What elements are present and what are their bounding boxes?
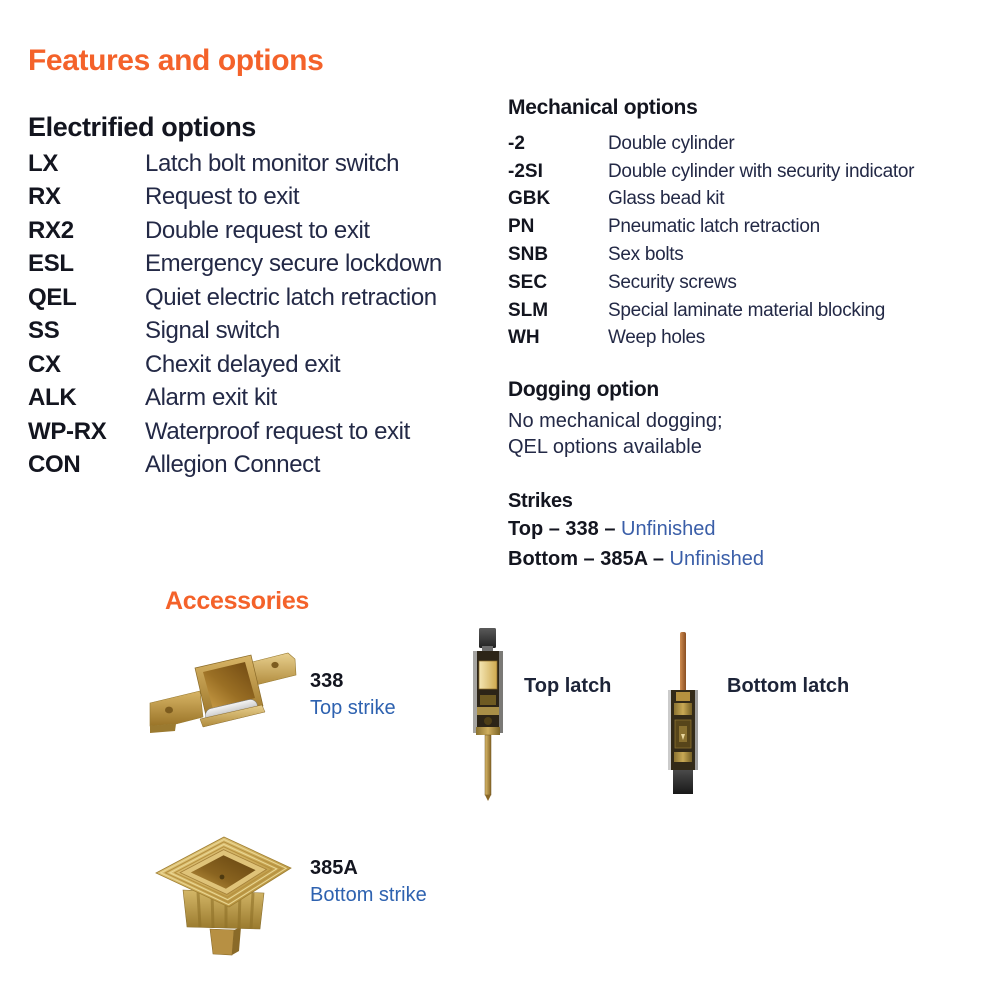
top-strike-338-image: [148, 648, 303, 748]
option-code: ESL: [28, 250, 74, 278]
strike-bottom-finish: Unfinished: [669, 548, 765, 571]
option-code: PN: [508, 216, 535, 238]
option-row: [508, 130, 988, 158]
option-row: [508, 186, 988, 214]
top-strike-338-label: [310, 668, 396, 722]
option-row: [28, 214, 498, 248]
option-code: WH: [508, 327, 540, 349]
option-code: -2: [508, 132, 525, 154]
option-row: [28, 181, 498, 215]
accessory-name: Bottom latch: [727, 675, 850, 697]
electrified-options-heading: Electrified options: [28, 112, 256, 142]
accessory-code: 338: [310, 670, 344, 692]
option-row: [28, 147, 498, 181]
right-column: [508, 96, 988, 573]
bottom-latch-label: [727, 673, 849, 700]
option-code: GBK: [508, 188, 551, 210]
option-desc: Allegion Connect: [145, 451, 321, 479]
dogging-line: No mechanical dogging;: [508, 410, 723, 433]
accessory-name: Top strike: [310, 697, 396, 719]
option-code: LX: [28, 149, 59, 177]
option-code: -2SI: [508, 160, 543, 182]
option-desc: Waterproof request to exit: [145, 417, 410, 445]
option-desc: Latch bolt monitor switch: [145, 149, 400, 177]
dogging-option-heading: Dogging option: [508, 378, 659, 402]
option-code: WP-RX: [28, 417, 107, 445]
option-row: [28, 449, 498, 483]
option-row: [28, 382, 498, 416]
mechanical-options-heading: Mechanical options: [508, 96, 698, 119]
option-code: SEC: [508, 271, 548, 293]
option-code: RX2: [28, 216, 74, 244]
bottom-latch-image: [659, 630, 707, 798]
option-desc: Signal switch: [145, 317, 280, 345]
option-desc: Glass bead kit: [608, 188, 725, 210]
option-row: [508, 297, 988, 325]
strike-top-code: Top – 338 –: [508, 518, 616, 541]
option-desc: Request to exit: [145, 183, 300, 211]
option-row: [508, 269, 988, 297]
accessories-heading: Accessories: [165, 587, 310, 615]
option-desc: Double cylinder with security indicator: [608, 160, 915, 182]
option-code: SS: [28, 317, 60, 345]
option-desc: Weep holes: [608, 327, 705, 349]
dogging-line: QEL options available: [508, 436, 702, 459]
accessory-code: 385A: [310, 857, 358, 879]
option-code: SNB: [508, 244, 549, 266]
page-title: Features and options: [28, 44, 324, 77]
strike-top-finish: Unfinished: [621, 518, 716, 541]
option-code: ALK: [28, 384, 77, 412]
option-desc: Chexit delayed exit: [145, 350, 341, 378]
top-latch-image: [466, 627, 512, 802]
strike-bottom-line: [508, 546, 988, 573]
mechanical-options-list: [508, 130, 988, 352]
bottom-strike-385a-label: [310, 855, 427, 909]
option-desc: Alarm exit kit: [145, 384, 277, 412]
option-desc: Emergency secure lockdown: [145, 250, 442, 278]
strike-bottom-code: Bottom – 385A –: [508, 548, 664, 571]
strike-top-line: [508, 516, 988, 543]
option-code: CX: [28, 350, 61, 378]
option-row: [508, 158, 988, 186]
option-desc: Quiet electric latch retraction: [145, 283, 437, 311]
option-desc: Pneumatic latch retraction: [608, 216, 820, 238]
option-code: SLM: [508, 299, 549, 321]
option-desc: Special laminate material blocking: [608, 299, 886, 321]
accessory-name: Top latch: [524, 675, 612, 697]
option-code: RX: [28, 183, 61, 211]
option-desc: Sex bolts: [608, 244, 684, 266]
option-desc: Double request to exit: [145, 216, 370, 244]
option-row: [508, 241, 988, 269]
dogging-option-text: [508, 408, 988, 460]
top-latch-label: [524, 673, 611, 700]
option-row: [508, 213, 988, 241]
option-row: [28, 248, 498, 282]
electrified-options-list: [28, 147, 498, 482]
option-row: [28, 415, 498, 449]
option-desc: Security screws: [608, 271, 737, 293]
strikes-heading: Strikes: [508, 490, 573, 513]
option-code: CON: [28, 451, 81, 479]
option-row: [28, 281, 498, 315]
option-row: [28, 315, 498, 349]
option-desc: Double cylinder: [608, 132, 735, 154]
bottom-strike-385a-image: [150, 833, 300, 973]
accessory-name: Bottom strike: [310, 884, 427, 906]
option-row: [508, 325, 988, 353]
option-row: [28, 348, 498, 382]
option-code: QEL: [28, 283, 77, 311]
